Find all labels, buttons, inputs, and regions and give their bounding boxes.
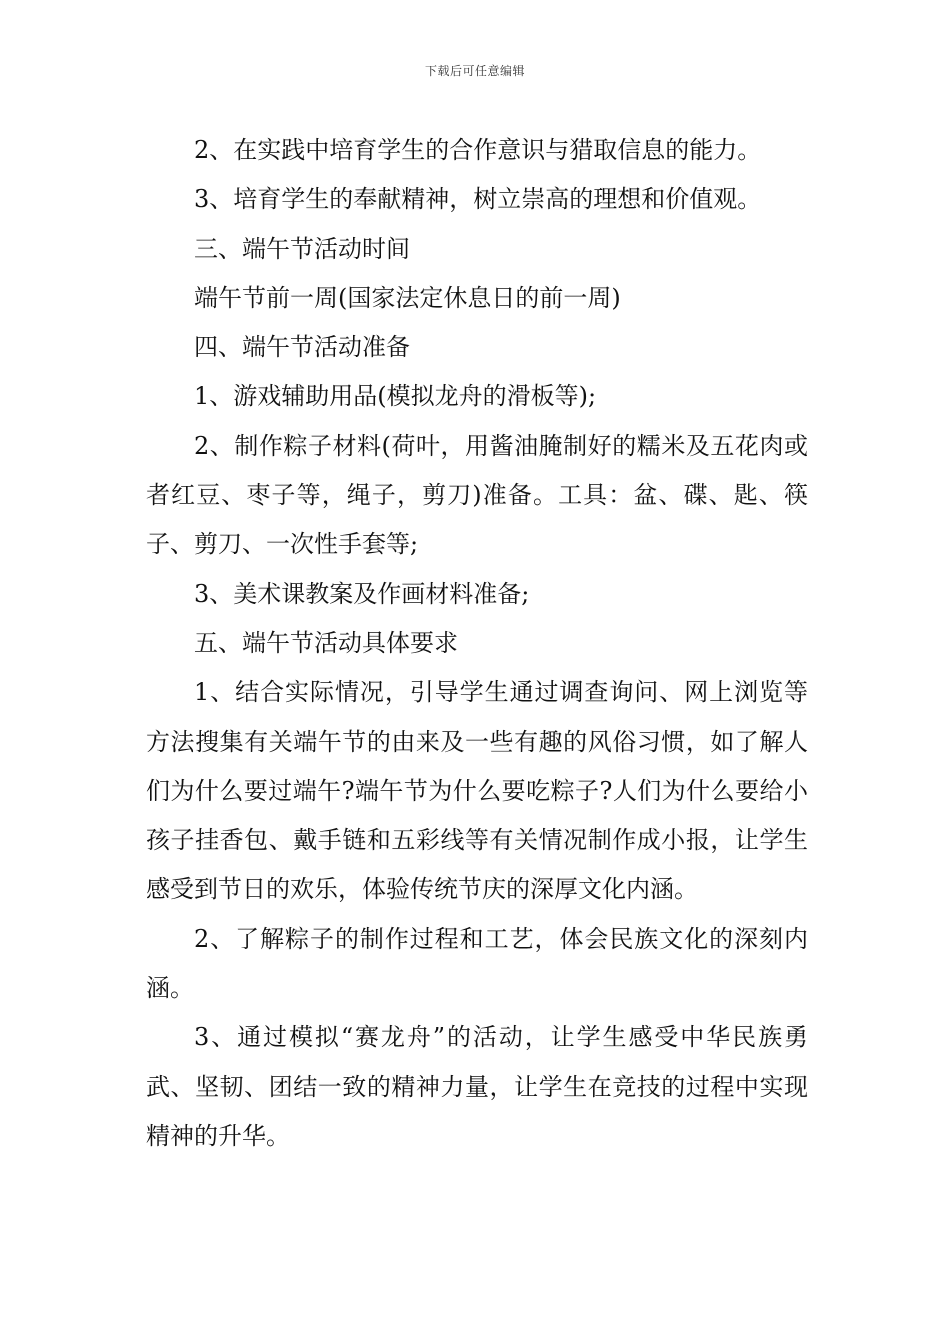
paragraph-req-1: 1、结合实际情况，引导学生通过调查询问、网上浏览等方法搜集有关端午节的由来及一些有趣的风俗习惯，如了解人们为什么要过端午?端午节为什么要吃粽子?人们为什么要给小孩子挂香包、戴手链和五彩线等有关情况制作成小报，让学生感受到节日的欢乐，体验传统节庆的深厚文化内涵。 xyxy=(146,678,808,904)
paragraph-time: 端午节前一周(国家法定休息日的前一周) xyxy=(194,283,621,312)
page-header: 下载后可任意编辑 xyxy=(424,64,525,78)
paragraph-goal-2: 2、在实践中培育学生的合作意识与猎取信息的能力。 xyxy=(194,136,762,164)
paragraph-req-3: 3、通过模拟“赛龙舟”的活动，让学生感受中华民族勇武、坚韧、团结一致的精神力量，让学生在竞技的过程中实现精神的升华。 xyxy=(146,1023,808,1150)
section-heading-time: 三、端午节活动时间 xyxy=(194,234,410,263)
section-heading-preparation: 四、端午节活动准备 xyxy=(194,333,410,362)
paragraph-prep-3: 3、美术课教案及作画材料准备; xyxy=(194,579,530,608)
paragraph-req-2: 2、了解粽子的制作过程和工艺，体会民族文化的深刻内涵。 xyxy=(146,924,808,1003)
section-heading-requirements: 五、端午节活动具体要求 xyxy=(194,628,458,657)
paragraph-prep-1: 1、游戏辅助用品(模拟龙舟的滑板等); xyxy=(194,382,597,411)
paragraph-goal-3: 3、培育学生的奉献精神，树立崇高的理想和价值观。 xyxy=(194,185,762,214)
paragraph-prep-2: 2、制作粽子材料(荷叶，用酱油腌制好的糯米及五花肉或者红豆、枣子等，绳子，剪刀)准备。工具：盆、碟、匙、筷子、剪刀、一次性手套等; xyxy=(146,431,808,559)
document-body xyxy=(146,126,808,1161)
